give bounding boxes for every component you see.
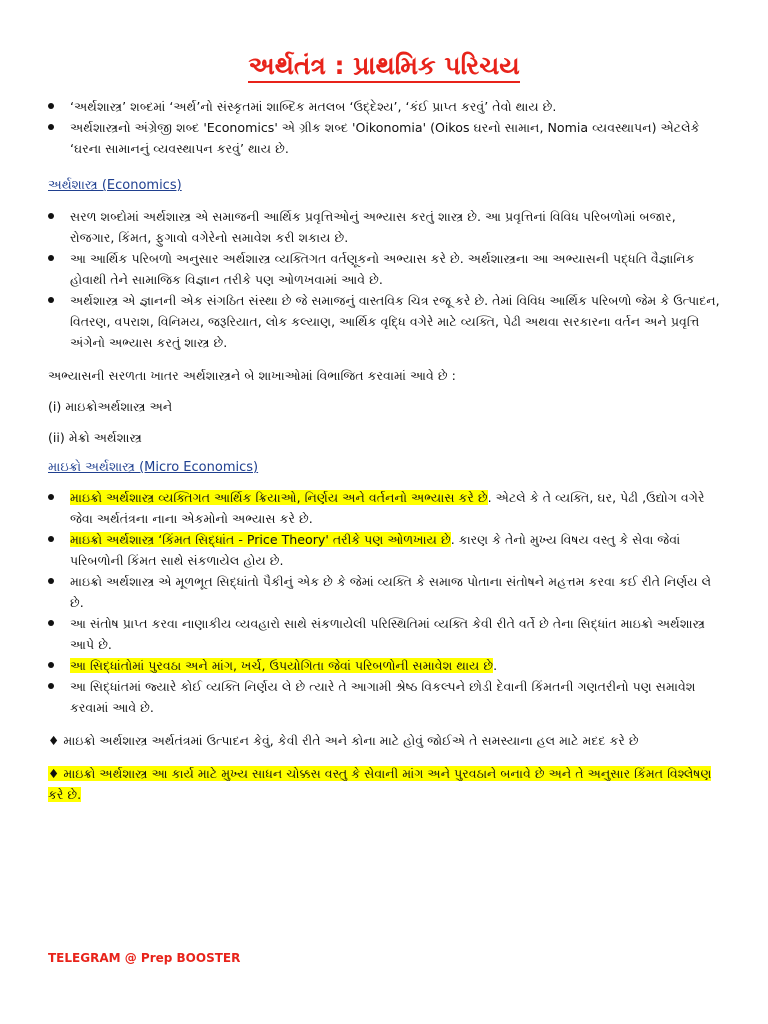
note-text: માઇક્રો અર્થશાસ્ત્ર અર્થતંત્રમાં ઉત્પાદન કેવું, કેવી રીતે અને કોના માટે હોવું જોઈએ તે સમસ્યાના હલ માટે મદદ કરે છે xyxy=(63,733,639,748)
list-item xyxy=(48,487,723,529)
section-heading-economics: અર્થશાસ્ત્ર (Economics) xyxy=(48,178,182,193)
section-heading-micro: માઇક્રો અર્થશાસ્ત્ર (Micro Economics) xyxy=(48,460,259,475)
list-item-text: માઇક્રો અર્થશાસ્ત્ર એ મૂળભૂત સિદ્ધાંતો પૈકીનું એક છે કે જેમાં વ્યક્તિ કે સમાજ પોતાના સંતોષને મહત્તમ કરવા કઈ રીતે નિર્ણય લે છે. xyxy=(70,574,712,610)
note-first xyxy=(48,730,728,751)
page-title-text: અર્થતંત્ર : પ્રાથમિક પરિચય xyxy=(248,51,519,83)
list-item: ‘અર્થશાસ્ત્ર’ શબ્દમાં ‘અર્થ’નો સંસ્કૃતમાં શાબ્દિક મતલબ ‘ઉદ્દેશ્ય’, ‘કંઈ પ્રાપ્ત કરવું’ તેવો થાય છે. xyxy=(48,96,723,117)
highlighted-text: માઇક્રો અર્થશાસ્ત્ર ‘કિંમત સિદ્ધાંત - Price Theory' તરીકે પણ ઓળખાય છે xyxy=(70,532,451,547)
list-item xyxy=(48,529,723,571)
diamond-icon: ♦ xyxy=(48,766,60,781)
branch-macro: (ii) મેક્રો અર્થશાસ્ત્ર xyxy=(48,430,142,445)
intro-list xyxy=(48,96,723,159)
list-item-text: . એટલે કે તે વ્યક્તિ, ઘર, પેઢી ,ઉદ્યોગ વગેરે જેવા અર્થતંત્રના નાના એકમોનો અભ્યાસ કરે છે. xyxy=(70,490,705,526)
list-item: અર્થશાસ્ત્ર એ જ્ઞાનની એક સંગઠિત સંસ્થા છે જે સમાજનું વાસ્તવિક ચિત્ર રજૂ કરે છે. તેમાં વિવિધ આર્થિક પરિબળો જેમ કે ઉત્પાદન, વિતરણ, વપરાશ, વિનિમય, જરૂરિયાત, લોક કલ્યાણ, આર્થિક વૃદ્ધિ વગેરે માટે વ્યક્તિ, પેઢી અથવા સરકારના વર્તન અને પ્રવૃત્તિ અંગેનો અભ્યાસ કરતું શાસ્ત્ર છે. xyxy=(48,290,723,353)
footer-telegram: TELEGRAM @ Prep BOOSTER xyxy=(48,951,241,965)
list-item: સરળ શબ્દોમાં અર્થશાસ્ત્ર એ સમાજની આર્થિક પ્રવૃત્તિઓનું અભ્યાસ કરતું શાસ્ત્ર છે. આ પ્રવૃત્તિનાં વિવિધ પરિબળોમાં બજાર, રોજગાર, કિંમત, ફુગાવો વગેરેનો સમાવેશ કરી શકાય છે. xyxy=(48,206,723,248)
list-item-text: આ સંતોષ પ્રાપ્ત કરવા નાણાકીય વ્યવહારો સાથે સંકળાયેલી પરિસ્થિતિમાં વ્યક્તિ કેવી રીતે વર્તે છે તેના સિદ્ધાંત માઇક્રો અર્થશાસ્ત્ર આપે છે. xyxy=(70,616,706,652)
branches-intro: અભ્યાસની સરળતા ખાતર અર્થશાસ્ત્રને બે શાખાઓમાં વિભાજિત કરવામાં આવે છે : xyxy=(48,368,456,383)
micro-list xyxy=(48,487,723,718)
note-second xyxy=(48,763,728,805)
page-title xyxy=(0,48,768,84)
highlighted-text: માઇક્રો અર્થશાસ્ત્ર આ કાર્ય માટે મુખ્ય સાધન ચોક્કસ વસ્તુ કે સેવાની માંગ અને પુરવઠાને બનાવે છે અને તે અનુસાર કિંમત વિશ્લેષણ કરે છે. xyxy=(48,766,712,802)
list-item-text: . કારણ કે તેનો મુખ્ય વિષય વસ્તુ કે સેવા જેવાં પરિબળોની કિંમત સાથે સંકળાયેલ હોય છે. xyxy=(70,532,681,568)
list-item xyxy=(48,571,723,613)
list-item-text: આ સિદ્ધાંતમાં જ્યારે કોઈ વ્યક્તિ નિર્ણય લે છે ત્યારે તે આગામી શ્રેષ્ઠ વિકલ્પને છોડી દેવાની કિંમતની ગણતરીનો પણ સમાવેશ કરવામાં આવે છે. xyxy=(70,679,696,715)
list-item: આ આર્થિક પરિબળો અનુસાર અર્થશાસ્ત્ર વ્યક્તિગત વર્તણૂકનો અભ્યાસ કરે છે. અર્થશાસ્ત્રના આ અભ્યાસની પદ્ધતિ વૈજ્ઞાનિક હોવાથી તેને સામાજિક વિજ્ઞાન તરીકે પણ ઓળખવામાં આવે છે. xyxy=(48,248,723,290)
diamond-icon: ♦ xyxy=(48,733,60,748)
list-item: અર્થશાસ્ત્રનો અંગ્રેજી શબ્દ 'Economics' એ ગ્રીક શબ્દ 'Oikonomia' (Oikos ઘરનો સામાન, Nomia વ્યવસ્થાપન) એટલેકે ‘ઘરના સામાનનું વ્યવસ્થાપન કરવું’ થાય છે. xyxy=(48,117,723,159)
highlighted-text: માઇક્રો અર્થશાસ્ત્ર વ્યક્તિગત આર્થિક ક્રિયાઓ, નિર્ણય અને વર્તનનો અભ્યાસ કરે છે xyxy=(70,490,488,505)
list-item xyxy=(48,613,723,655)
economics-list xyxy=(48,206,723,353)
highlighted-text: આ સિદ્ધાંતોમાં પુરવઠા અને માંગ, ખર્ચ, ઉપયોગિતા જેવાં પરિબળોની સમાવેશ થાય છે xyxy=(70,658,494,673)
list-item-text: . xyxy=(493,658,498,673)
branch-micro: (i) માઇક્રોઅર્થશાસ્ત્ર અને xyxy=(48,399,173,414)
list-item xyxy=(48,655,723,676)
list-item xyxy=(48,676,723,718)
